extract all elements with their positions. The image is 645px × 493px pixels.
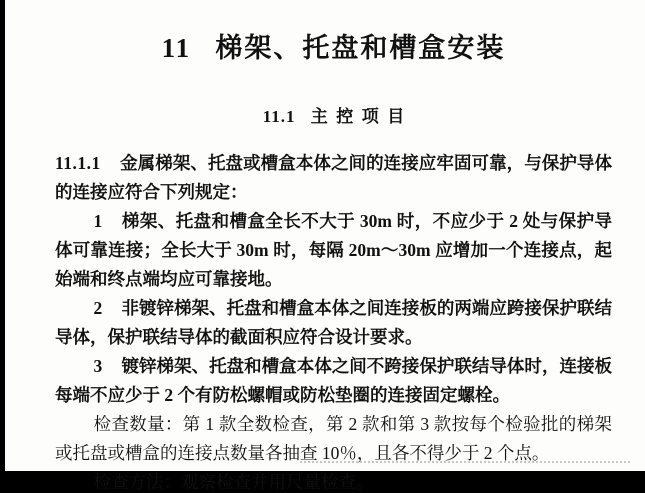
section-number: 11.1 — [262, 107, 296, 126]
section-title: 主控项目 — [310, 107, 413, 126]
scan-left-edge-artifact — [0, 0, 5, 493]
inspection-quantity-note: 检查数量：第 1 款全数检查，第 2 款和第 3 款按每个检验批的梯架或托盘或槽盒的连接点数量各抽查 10％，且各不得少于 2 个点。 — [55, 414, 612, 463]
chapter-heading — [55, 26, 612, 65]
chapter-number: 11 — [161, 33, 192, 63]
clause-body — [55, 149, 612, 493]
section-heading — [55, 102, 612, 127]
clause-item-1 — [55, 207, 612, 294]
clause-item-3 — [55, 352, 612, 410]
inspection-method-note: 检查方法：观察检查并用尺量检查。 — [93, 472, 374, 492]
page-content — [55, 0, 612, 493]
clause-item-1-text: 梯架、托盘和槽盒全长不大于 30m 时，不应少于 2 处与保护导体可靠连接；全长大于 30m 时，每隔 20m～30m 应增加一个连接点，起始端和终点端均应可靠接地。 — [55, 211, 612, 289]
clause-item-3-number: 3 — [93, 356, 103, 376]
clause-number: 11.1.1 — [55, 153, 101, 173]
clause-item-1-number: 1 — [93, 211, 103, 231]
clause-text: 金属梯架、托盘或槽盒本体之间的连接应牢固可靠，与保护导体的连接应符合下列规定： — [55, 153, 612, 202]
chapter-title: 梯架、托盘和槽盒安装 — [215, 33, 506, 63]
clause-item-2-text: 非镀锌梯架、托盘和槽盒本体之间连接板的两端应跨接保护联结导体，保护联结导体的截面积应符合设计要求。 — [55, 298, 612, 347]
clause-item-2-number: 2 — [93, 298, 103, 318]
clause-paragraph — [55, 149, 612, 207]
clause-item-2 — [55, 294, 612, 352]
clause-item-3-text: 镀锌梯架、托盘和槽盒本体之间不跨接保护联结导体时，连接板每端不应少于 2 个有防松螺帽或防松垫圈的连接固定螺栓。 — [55, 356, 612, 405]
